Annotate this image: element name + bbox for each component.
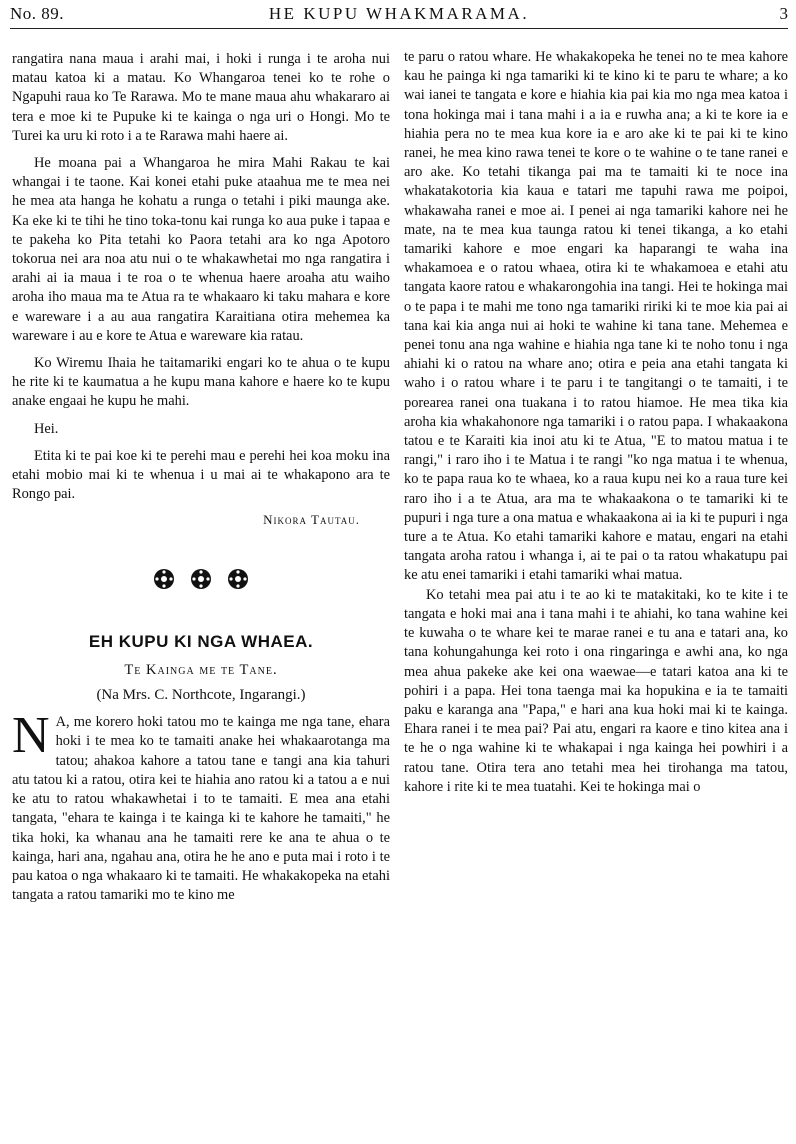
section-title: EH KUPU KI NGA WHAEA. (88, 631, 314, 651)
paragraph: Ko Wiremu Ihaia he taitamariki engari ko te ahua o te kupu he rite ki te kaumatua a he kupu mana kahore e haere ko te kupu anake engaai he kupu he mahi. (12, 355, 390, 410)
paragraph (12, 707, 391, 905)
right-column (404, 48, 788, 797)
page-number: 3 (779, 4, 788, 23)
byline: (Na Mrs. C. Northcote, Ingarangi.) (96, 687, 306, 704)
section-subtitle: Te Kainga me te Tane. (124, 661, 278, 678)
drop-cap: N (12, 707, 50, 765)
paragraph: Etita ki te pai koe ki te perehi mau e perehi hei koa moku ina etahi mobio mai ki te whenua i u mai ai te whakapono ara te Rongo pai. (12, 447, 390, 503)
ornament-divider (12, 566, 390, 594)
paragraph-text: A, me korero hoki tatou mo te kainga me nga tane, ehara hoki i te mea ko te tamaiti anake hei whakaarotanga ma tatou; ahakoa kahore a tatou tane e tangi ana kia tahuri atu tatou ki a ratou, otira kei te hiahia ano ratou ki a tatou a e nui ke atu to ratou whakawhetai i to te tamaiti. E mea ana etahi tangata, "ehara te kainga i te kainga ki te kahore he tamaiti," he tika hoki, ka whanau ana he tamaiti rere ke ana te ahua o te kainga, hari ana, ngahau ana, otira he he ano e puta mai i roto i te pau katoa o nga whakaaro ki te tamaiti. He whakakopeka na etahi tangata a ratou tamariki mo te kino me (12, 714, 391, 904)
paragraph: Hei. (34, 420, 59, 437)
signature: Nikora Tautau. (263, 512, 360, 528)
left-column (12, 50, 390, 905)
running-head (10, 2, 788, 29)
ornament-icon (146, 566, 256, 592)
paragraph: rangatira nana maua i arahi mai, i hoki i runga i te aroha nui matau katoa ki a matau. Ko Whangaroa tenei ko te rohe o Ngapuhi raua ko Te Rarawa. Mo te mane maua ahu whakararo ai tera e moe ki te Pupuke ki te kainga o nga uri o Hongi. Mo te Turei ka uru ki roto i a te Rarawa mahi haere ai. (12, 51, 390, 144)
paragraph: He moana pai a Whangaroa he mira Mahi Rakau te kai whangai i te taone. Kai konei etahi puke ataahua me te mea nei he mea ata hanga he kohatu a runga o tetahi i piki maunga ake. Ka eke ki te tihi he tino toka-tonu kai runga ko aua puke i tapaa e te pakeha ko Pita tetahi ko Paora tetahi ara ko nga Apotoro tokorua nei ara noa atu nui o te whakawhetai mo nga rangatira i arahi ai ia maua i te roa o te whenua haere aroaha atu waiho aroha iho maua ma te Atua ra te whakaaro ki taku mahara e kore e wareware i a au aua rangatira Karaitiana otira mehemea ka wareware i au e kore te Atua e wareware kia ratau. (12, 155, 390, 344)
publication-title: HE KUPU WHAKMARAMA. (268, 4, 530, 23)
issue-number: No. 89. (10, 4, 65, 23)
paragraph: te paru o ratou whare. He whakakopeka he tenei no te mea kahore kau he painga ki nga tamariki ki te kino ki te paru te whare; a ko wai ianei te tangata e kore e hiahia kia pai kia mo nga mea katoa i tona hokinga mai i tana mahi i a ia e ruwha ana; a ki te kore ia e hiahia pera no te mea kua kore ia e aro ake ki te pai ki te kino ranei, he mea kino rawa tenei te kore o te wahine o te tane ranei e aro ake. Ko tetahi tikanga pai ma te tamaiti ki te noce ina whakatakotoria kia kaua e tatari me tapuhi rawa me poipoi, whakawaha ranei e moe ai. I penei ai nga tamariki kahore nei he mate, na te mea kua taunga ratou ki tenei tikanga, a ko etahi tamariki kahore e moe engari ka haparangi te waha ina whakamoea e o ratou whaea, otira ki te whakamoea e etahi atu tangata kaore ratou e whakarongohia ina tangi. Hei te hokinga mai o te papa i te mahi me tono nga tamariki ririki ki te moe kia pai ai tana kai kia anga nui ai hoki te wahine ki tana tane. Mehemea e penei tonu ana nga wahine e hiahia nga tane ki te noho tonu i nga ahiahi ki o ratou na whare ano; otira e peia ana etahi tangata ki waho i o ratou whare i te paru i te tangitangi o te tamaiti, i te porearea ranei ona tuakana i to ratou hiamoe. He mea tika kia aroha kia whakahonore nga tamariki i o ratou papa. I whakaakona tatou e te Karaiti kia inoi atu ki te Atua, "E to matou matua i te rangi," i raro iho i te Matua i te rangi "ko nga matua i te whenua, ko te papa raua ko te whaea, ko a raua kupu nei ko a raua ture kei raro iho i a te Atua, ara ma te whakaakona o te tamariki ki te pupuri i nga ture a ona matua e whakaakona ai ia ki te pupuri i nga ture a te Atua. Ko etahi tamariki kahore e matau, engari na etahi tangata aroha ratou i whanga i, ai te pai o ta ratou whakatupu pai ke atu enei tamariki i etahi tamariki whai matua. (404, 49, 789, 584)
paragraph: Ko tetahi mea pai atu i te ao ki te matakitaki, ko te kite i te tangata e hoki mai ana i tana mahi i te ahiahi, ko tana wahine kei te kuwaha o te whare kei te marae ranei e tu ana e tatari ana, ko tana kohungahunga kei roto i ona ringaringa e awhi ana, ko nga mea ahua pakeke ake kei ona waewae—e tatari katoa ana ki te pohiri i a papa. Hei tona taenga mai ka hopukina e ia te tamaiti paku e karanga ana "Papa," e hari ana kua hoki mai ki te kainga. Ehara ranei i te mea pai? Pai atu, engari ra kaore e tino kitea ana i te he o nga wahine ki te whakapai i nga kainga hei powhiri i a ratou tane. Otira tera ano tetahi mea hei tirohanga ma tatou, kahore i rite ki te mea tuatahi. Kei te hokinga mai o (404, 586, 788, 795)
